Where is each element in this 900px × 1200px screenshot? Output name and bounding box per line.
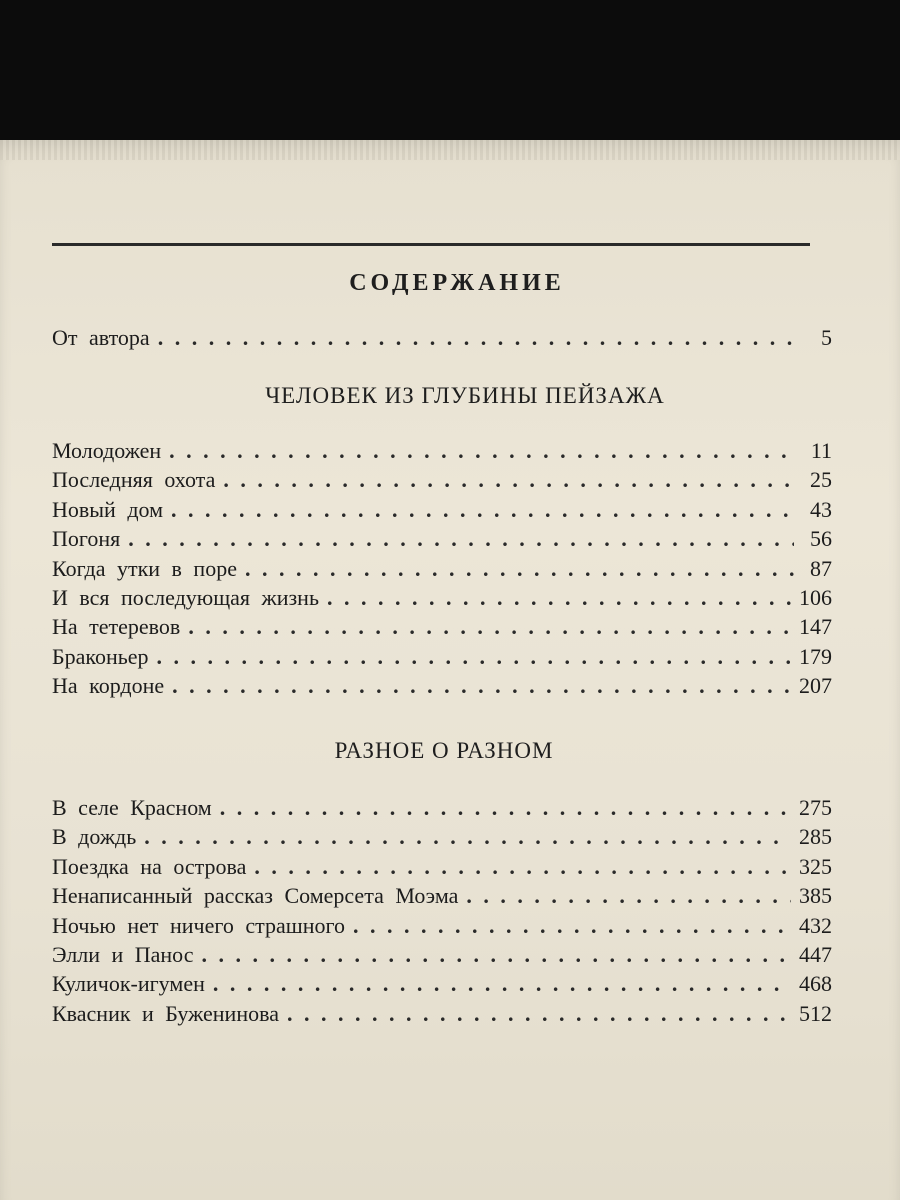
toc-entry-label: Ненаписанный рассказ Сомерсета Моэма [52, 883, 459, 909]
toc-entry-label: В селе Красном [52, 795, 212, 820]
leader-dots [245, 556, 794, 582]
leader-dots [201, 942, 791, 968]
toc-entry-page: 106 [799, 584, 832, 610]
toc-entry-label: Квасник и Буженинова [52, 1000, 279, 1026]
contents-title: СОДЕРЖАНИЕ [349, 270, 565, 296]
toc-entry [52, 883, 832, 912]
toc-entry [52, 556, 832, 585]
leader-dots [144, 824, 791, 850]
toc-entry-page: 147 [799, 614, 832, 640]
leader-dots [172, 673, 791, 699]
toc-entry-label: От автора [52, 325, 150, 350]
page-edge [0, 140, 900, 160]
toc-entry-label: Молодожен [52, 438, 162, 463]
toc-entry-label: На тетеревов [52, 614, 181, 640]
toc-entry-label: На кордоне [52, 673, 165, 699]
toc-entry [52, 644, 832, 673]
toc-entry [52, 614, 832, 643]
toc-entry [52, 585, 832, 614]
header-rule [52, 243, 810, 246]
toc-entry-page: 275 [799, 795, 832, 820]
toc-entry [52, 438, 832, 467]
toc-section-1 [52, 438, 832, 703]
toc-section-2 [52, 795, 832, 1030]
toc-entry-page: 5 [821, 325, 832, 350]
toc-entry [52, 325, 832, 354]
toc-entry-label: Ночью нет ничего страшного [52, 912, 345, 938]
leader-dots [353, 913, 791, 939]
toc-entry-page: 56 [810, 526, 832, 552]
toc-entry [52, 795, 832, 824]
toc-entry-label: Куличок-игумен [52, 971, 205, 997]
toc-entry-page: 468 [799, 971, 832, 997]
toc-entry [52, 824, 832, 853]
toc-entry [52, 913, 832, 942]
toc-entry [52, 971, 832, 1000]
leader-dots [327, 585, 791, 611]
toc-entry-page: 432 [799, 912, 832, 938]
leader-dots [466, 883, 791, 909]
toc-entry-page: 207 [799, 673, 832, 699]
toc-entry-label: Поездка на острова [52, 853, 247, 879]
leader-dots [157, 644, 791, 670]
toc-entry [52, 673, 832, 702]
leader-dots [220, 795, 791, 821]
leader-dots [128, 526, 794, 552]
leader-dots [188, 614, 791, 640]
leader-dots [254, 854, 791, 880]
toc-entry-page: 325 [799, 853, 832, 879]
toc-entry-label: В дождь [52, 824, 137, 850]
leader-dots [171, 497, 794, 523]
toc-entry-label: Погоня [52, 526, 121, 552]
toc-entry-label: Последняя охота [52, 467, 216, 493]
toc-entry [52, 467, 832, 496]
section-heading: ЧЕЛОВЕК ИЗ ГЛУБИНЫ ПЕЙЗАЖА [265, 383, 665, 408]
toc-entry [52, 1001, 832, 1030]
toc-entry-page: 512 [799, 1000, 832, 1026]
toc-entry-page: 385 [799, 883, 832, 909]
toc-entry [52, 526, 832, 555]
toc-entry [52, 497, 832, 526]
leader-dots [223, 467, 794, 493]
toc-entry [52, 854, 832, 883]
section-heading: РАЗНОЕ О РАЗНОМ [334, 738, 554, 763]
toc-entry-label: Когда утки в поре [52, 555, 237, 581]
toc-entry-label: И вся последующая жизнь [52, 584, 319, 610]
leader-dots [169, 438, 794, 464]
toc-entry-page: 285 [799, 824, 832, 850]
toc-entry-label: Элли и Панос [52, 941, 194, 967]
toc-entry-page: 179 [799, 643, 832, 669]
toc-entry [52, 942, 832, 971]
toc-entry-label: Новый дом [52, 496, 164, 522]
toc-entry-page: 43 [810, 496, 832, 522]
leader-dots [158, 325, 794, 351]
toc-entry-page: 11 [810, 438, 832, 463]
toc-intro [52, 325, 832, 354]
toc-entry-label: Браконьер [52, 643, 149, 669]
leader-dots [287, 1001, 791, 1027]
leader-dots [213, 971, 791, 997]
toc-entry-page: 87 [810, 555, 832, 581]
toc-entry-page: 447 [799, 941, 832, 967]
toc-entry-page: 25 [810, 467, 832, 493]
